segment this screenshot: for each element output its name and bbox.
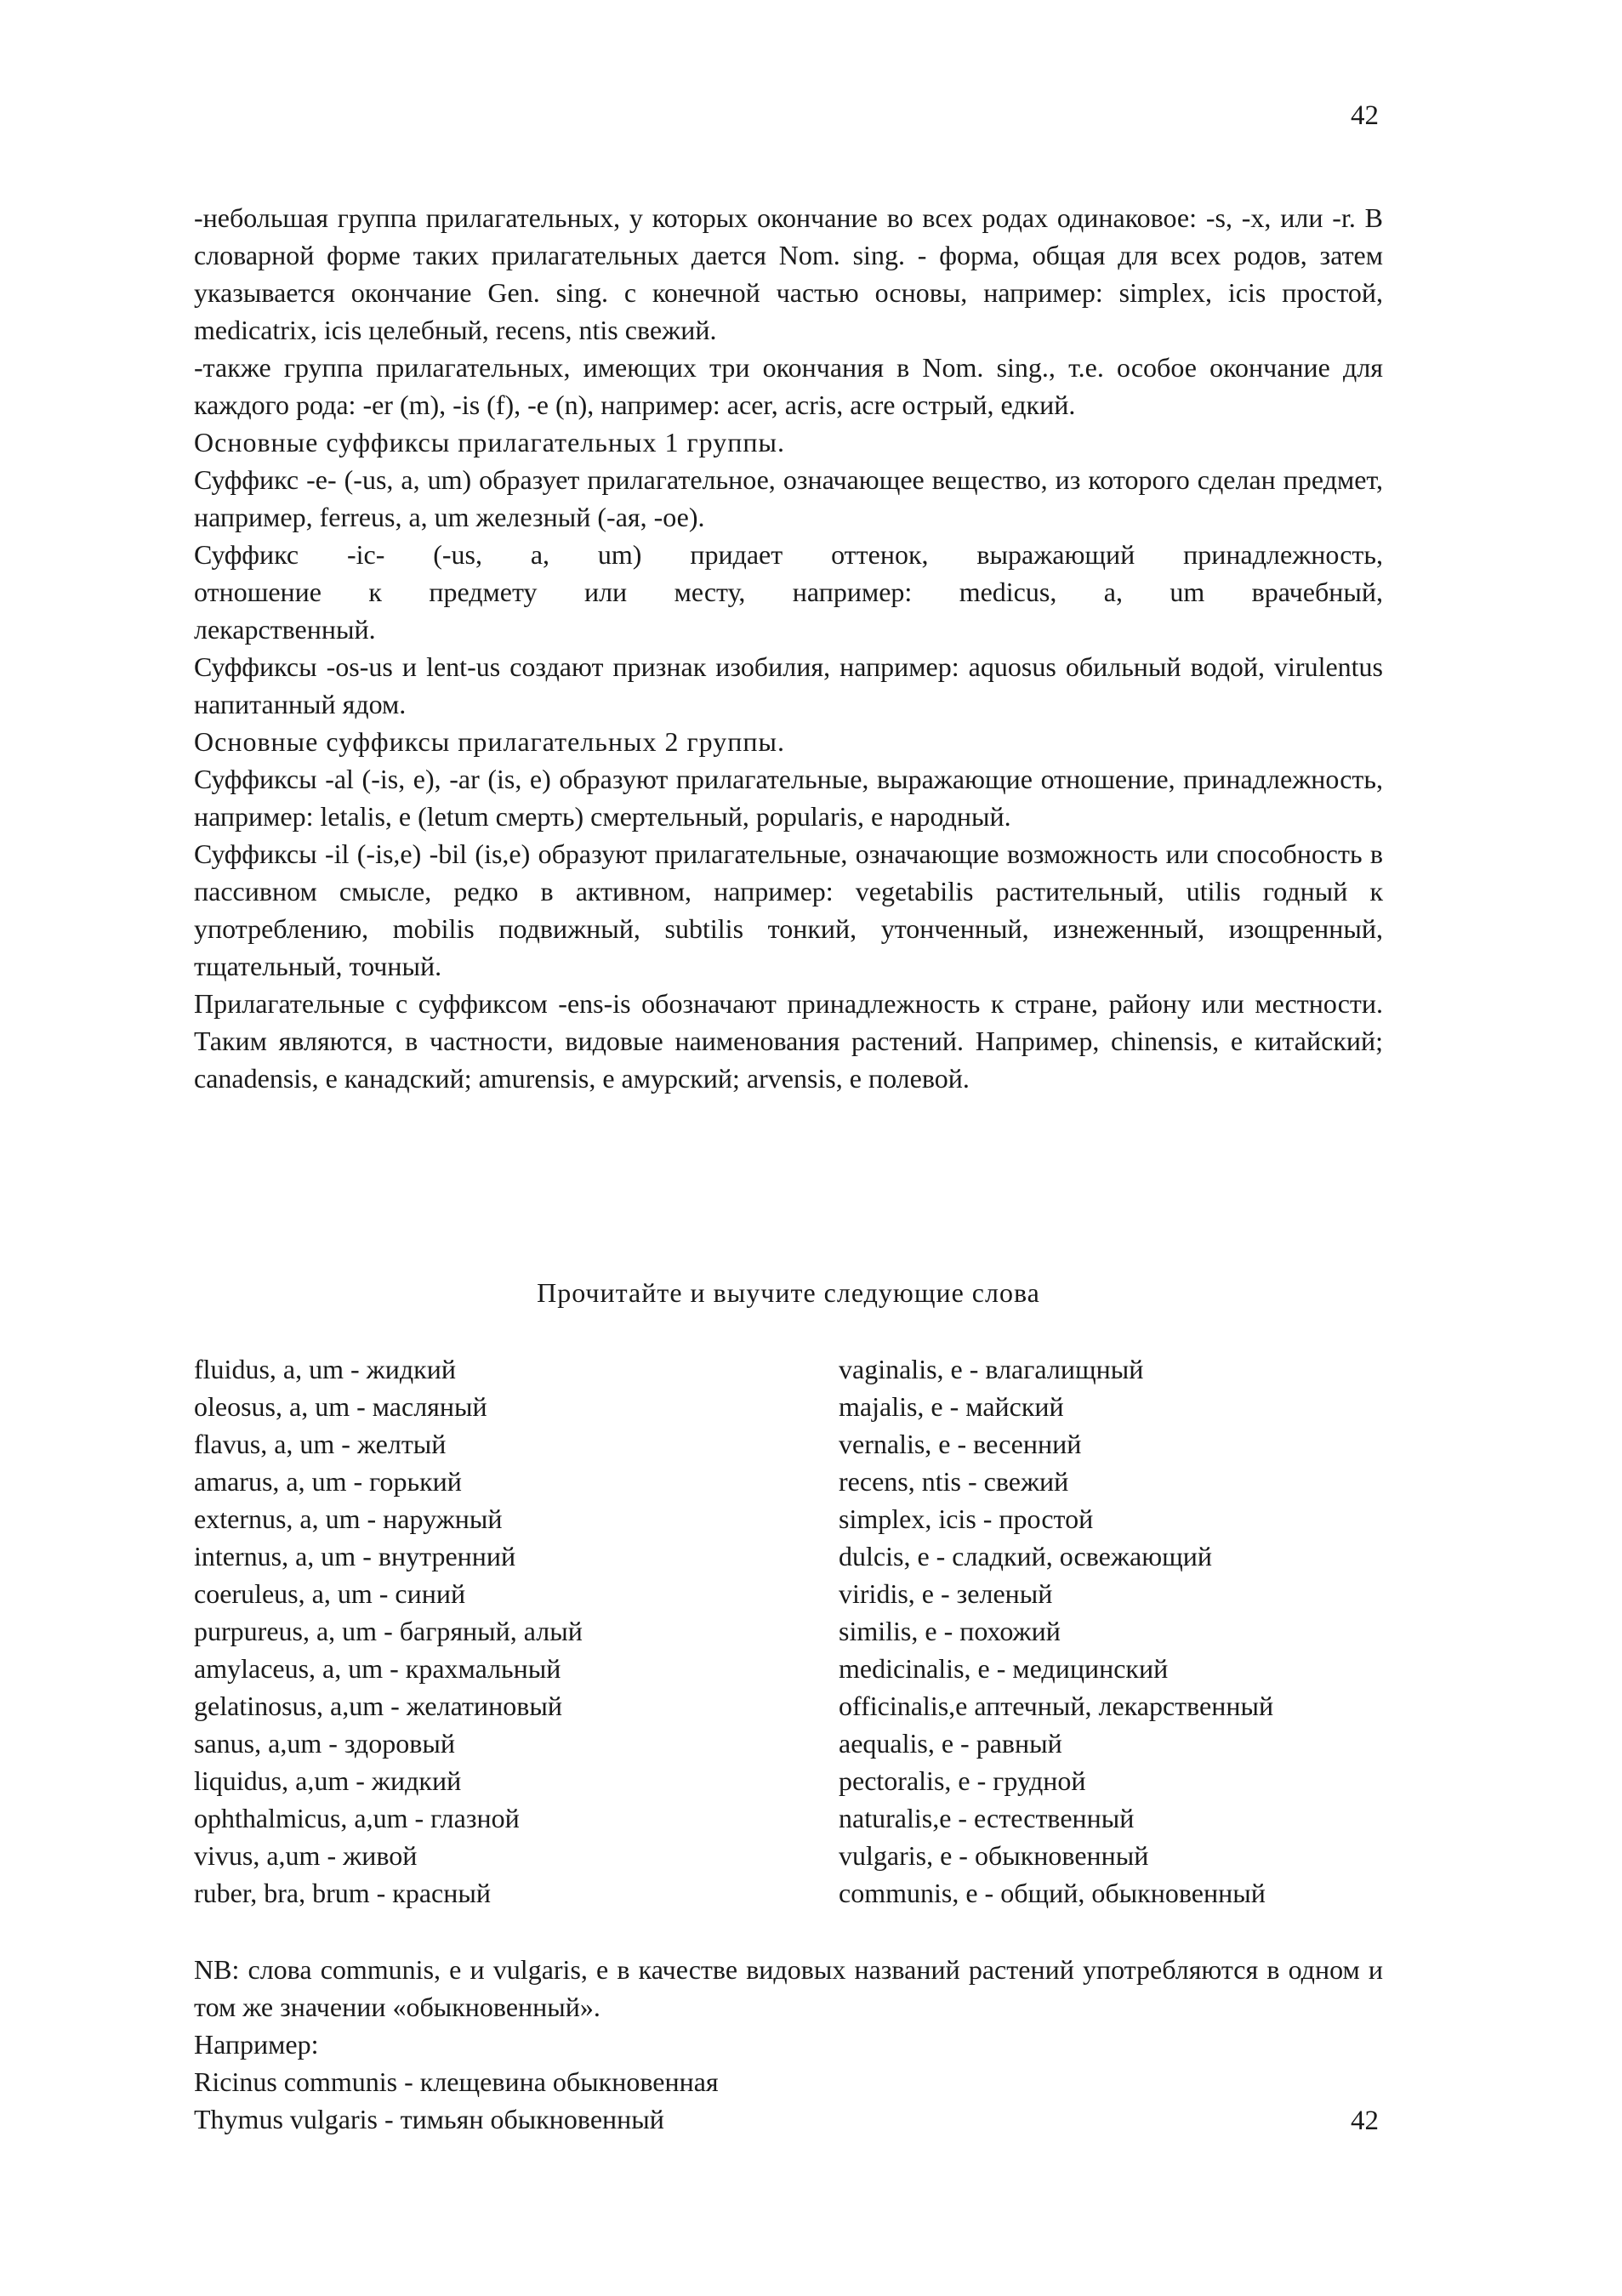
vocabulary-entry: gelatinosus, a,um - желатиновый — [194, 1691, 562, 1721]
vocabulary-entry: simplex, icis - простой — [839, 1503, 1094, 1534]
vocabulary-entry: amylaceus, a, um - крахмальный — [194, 1653, 561, 1684]
vocabulary-entry: pectoralis, e - грудной — [839, 1765, 1086, 1796]
vocabulary-entry: naturalis,e - естественный — [839, 1803, 1135, 1833]
paragraph-suffix-il-bil: Суффиксы -il (-is,e) -bil (is,e) образуют прилагательные, означающие возможность или способность в пассивном смысле, редко в активном, например: vegetabilis растительный, utilis годный к употреблению, mobilis подвижный, subtilis тонкий, утонченный, изнеженный, изощренный, тщательный, точный. — [194, 838, 1383, 981]
vocabulary-entry: internus, a, um - внутренний — [194, 1541, 516, 1571]
paragraph-suffix-al-ar: Суффиксы -al (-is, e), -ar (is, e) образуют прилагательные, выражающие отношение, принадлежность, например: letalis, e (letum смерть) смертельный, popularis, e народный. — [194, 764, 1383, 832]
body-text — [194, 199, 1383, 1097]
vocabulary-entry: communis, e - общий, обыкновенный — [839, 1878, 1266, 1908]
heading-suffixes-group-2: Основные суффиксы прилагательных 2 группы. — [194, 726, 785, 757]
vocabulary-entry: vernalis, e - весенний — [839, 1429, 1082, 1459]
paragraph-suffix-os-lent: Суффиксы -os-us и lent-us создают признак изобилия, например: aquosus обильный водой, virulentus напитанный ядом. — [194, 651, 1383, 719]
vocabulary-entry: dulcis, e - сладкий, освежающий — [839, 1541, 1212, 1571]
vocabulary-entry: fluidus, a, um - жидкий — [194, 1354, 456, 1384]
vocabulary-entry: vaginalis, e - влагалищный — [839, 1354, 1144, 1384]
paragraph-suffix-ic-line-3: лекарственный. — [194, 614, 376, 645]
page-number-top: 42 — [1351, 100, 1379, 131]
example-item: Thymus vulgaris - тимьян обыкновенный — [194, 2104, 664, 2134]
vocabulary-entry: vulgaris, e - обыкновенный — [839, 1840, 1149, 1871]
vocabulary-entry: ruber, bra, brum - красный — [194, 1878, 491, 1908]
paragraph-suffix-e: Суффикс -e- (-us, a, um) образует прилагательное, означающее вещество, из которого сделан предмет, например, ferreus, a, um железный (-ая, -ое). — [194, 464, 1383, 532]
vocabulary-title: Прочитайте и выучите следующие слова — [537, 1277, 1040, 1308]
vocabulary-entry: recens, ntis - свежий — [839, 1466, 1069, 1497]
vocabulary-entry: coeruleus, a, um - синий — [194, 1578, 466, 1609]
nb-note — [194, 1951, 1383, 2138]
vocabulary-entry: ophthalmicus, a,um - глазной — [194, 1803, 520, 1833]
vocabulary-entry: officinalis,e аптечный, лекарственный — [839, 1691, 1274, 1721]
example-label: Например: — [194, 2029, 319, 2060]
vocabulary-entry: aequalis, e - равный — [839, 1728, 1062, 1759]
vocabulary-entry: viridis, e - зеленый — [839, 1578, 1053, 1609]
vocabulary-entry: flavus, a, um - желтый — [194, 1429, 447, 1459]
example-item: Ricinus communis - клещевина обыкновенная — [194, 2066, 719, 2097]
vocabulary-entry: similis, e - похожий — [839, 1616, 1061, 1646]
vocabulary-entry: vivus, a,um - живой — [194, 1840, 418, 1871]
paragraph-three-ending-adjectives: -также группа прилагательных, имеющих три окончания в Nom. sing., т.е. особое окончание для каждого рода: -er (m), -is (f), -e (n), например: acer, acris, acre острый, едкий. — [194, 352, 1383, 420]
paragraph-suffix-ens: Прилагательные с суффиксом -ens-is обозначают принадлежность к стране, району или местности. Таким являются, в частности, видовые наименования растений. Например, chinensis, e китайский; canadensis, e канадский; amurensis, e амурский; arvensis, e полевой. — [194, 988, 1383, 1094]
vocabulary-entry: liquidus, a,um - жидкий — [194, 1765, 462, 1796]
vocabulary-entry: purpureus, a, um - багряный, алый — [194, 1616, 583, 1646]
vocabulary-entry: oleosus, a, um - масляный — [194, 1391, 487, 1422]
vocabulary-left-column — [194, 1350, 823, 1912]
page-number-bottom: 42 — [1351, 2106, 1379, 2136]
heading-suffixes-group-1: Основные суффиксы прилагательных 1 группы. — [194, 427, 785, 457]
paragraph-suffix-ic-line-2: отношение к предмету или месту, например: medicus, a, um врачебный, — [194, 577, 1383, 607]
vocabulary-right-column — [839, 1350, 1434, 1912]
vocabulary-entry: amarus, a, um - горький — [194, 1466, 462, 1497]
paragraph-suffix-ic-line-1: Суффикс -ic- (-us, a, um) придает оттенок, выражающий принадлежность, — [194, 539, 1383, 570]
paragraph-invariable-adjectives: -небольшая группа прилагательных, у которых окончание во всех родах одинаковое: -s, -x, или -r. В словарной форме таких прилагательных дается Nom. sing. - форма, общая для всех родов, затем указывается окончание Gen. sing. с конечной частью основы, например: simplex, icis простой, medicatrix, icis целебный, recens, ntis свежий. — [194, 202, 1383, 345]
nb-text: NB: слова communis, e и vulgaris, e в качестве видовых названий растений употребляются в одном и том же значении «обыкновенный». — [194, 1954, 1383, 2022]
vocabulary-entry: externus, a, um - наружный — [194, 1503, 503, 1534]
vocabulary-entry: majalis, e - майский — [839, 1391, 1064, 1422]
vocabulary-entry: sanus, a,um - здоровый — [194, 1728, 455, 1759]
vocabulary-entry: medicinalis, e - медицинский — [839, 1653, 1169, 1684]
